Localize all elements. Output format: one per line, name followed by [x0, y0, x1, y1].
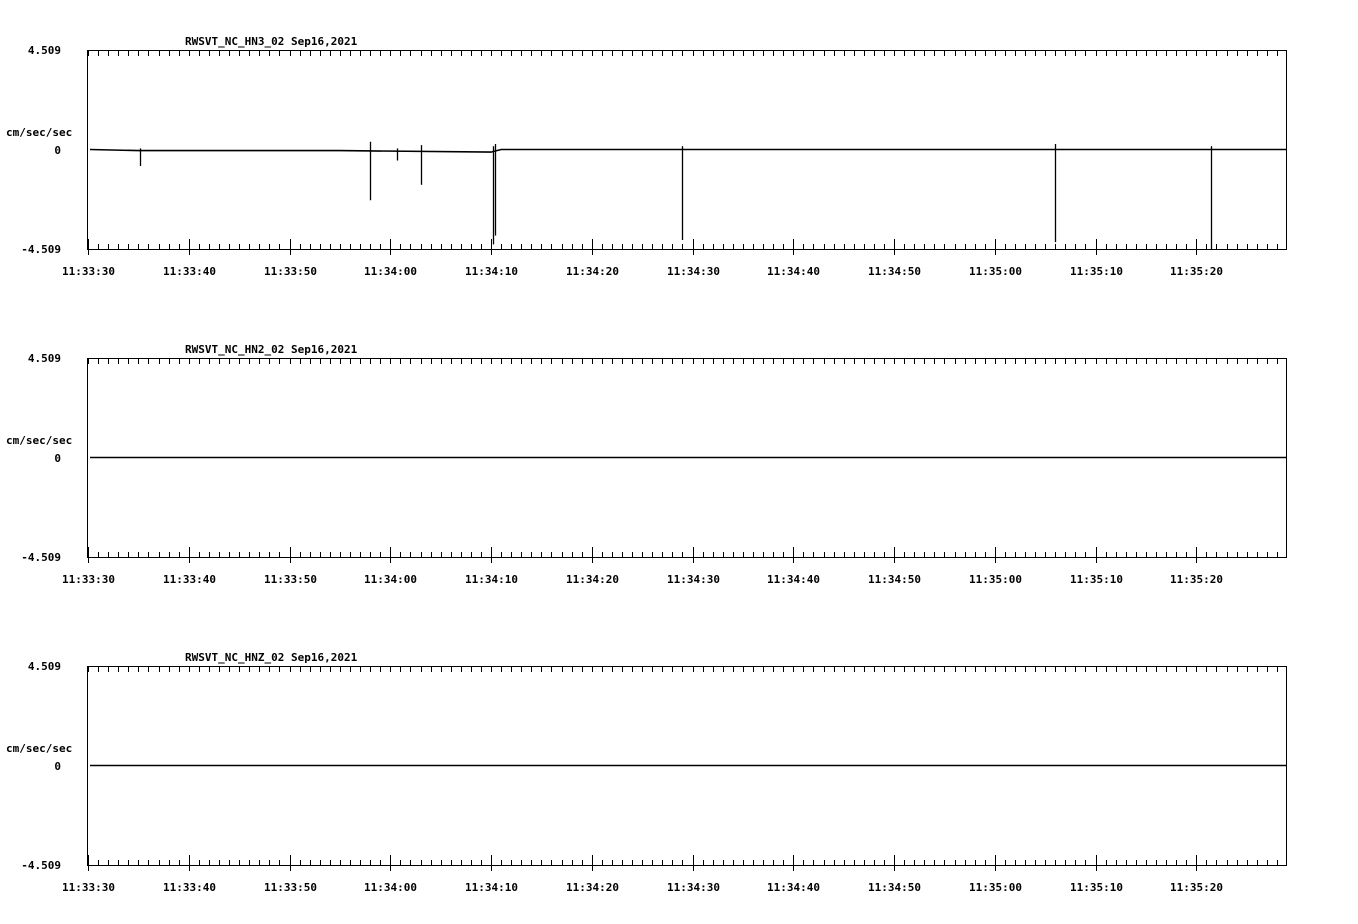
- x-tick-label: 11:34:30: [667, 573, 720, 586]
- x-tick-label: 11:34:10: [465, 881, 518, 894]
- x-tick-label: 11:33:30: [62, 881, 115, 894]
- x-tick-label: 11:34:00: [364, 573, 417, 586]
- y-tick-label: 4.509: [27, 660, 61, 673]
- x-tick-label: 11:34:30: [667, 265, 720, 278]
- x-tick-label: 11:35:20: [1170, 265, 1223, 278]
- x-tick-label: 11:33:30: [62, 573, 115, 586]
- x-tick-label: 11:33:40: [163, 573, 216, 586]
- x-tick-label: 11:33:50: [264, 265, 317, 278]
- x-tick-label: 11:33:50: [264, 573, 317, 586]
- x-tick-label: 11:35:00: [969, 573, 1022, 586]
- y-tick-label: 4.509: [27, 352, 61, 365]
- x-tick-label: 11:35:00: [969, 881, 1022, 894]
- x-tick-label: 11:34:20: [566, 265, 619, 278]
- x-tick-label: 11:34:00: [364, 265, 417, 278]
- x-tick-label: 11:34:20: [566, 881, 619, 894]
- y-axis-label: cm/sec/sec: [6, 742, 73, 755]
- seismogram-panel-3: [6, 651, 1287, 894]
- y-tick-label: -4.509: [21, 243, 61, 256]
- panel-title: RWSVT_NC_HN3_02 Sep16,2021: [185, 35, 358, 48]
- x-tick-label: 11:34:30: [667, 881, 720, 894]
- seismogram-panel-2: [6, 343, 1287, 586]
- x-tick-label: 11:34:20: [566, 573, 619, 586]
- x-tick-label: 11:35:20: [1170, 573, 1223, 586]
- x-tick-label: 11:34:40: [767, 573, 820, 586]
- x-tick-label: 11:33:50: [264, 881, 317, 894]
- y-tick-label: 0: [54, 144, 61, 157]
- x-tick-label: 11:34:40: [767, 881, 820, 894]
- trace-baseline: [90, 150, 1286, 153]
- x-tick-label: 11:34:50: [868, 881, 921, 894]
- y-tick-label: 0: [54, 452, 61, 465]
- x-tick-label: 11:33:30: [62, 265, 115, 278]
- x-tick-label: 11:35:10: [1070, 265, 1123, 278]
- x-tick-label: 11:34:50: [868, 265, 921, 278]
- y-axis-label: cm/sec/sec: [6, 126, 73, 139]
- x-tick-label: 11:35:10: [1070, 573, 1123, 586]
- seismogram-panel-1: [6, 35, 1287, 278]
- x-tick-label: 11:33:40: [163, 265, 216, 278]
- panel-title: RWSVT_NC_HNZ_02 Sep16,2021: [185, 651, 358, 664]
- x-tick-label: 11:34:50: [868, 573, 921, 586]
- y-tick-label: -4.509: [21, 859, 61, 872]
- x-tick-label: 11:34:10: [465, 265, 518, 278]
- y-tick-label: -4.509: [21, 551, 61, 564]
- y-tick-label: 4.509: [27, 44, 61, 57]
- y-tick-label: 0: [54, 760, 61, 773]
- x-tick-label: 11:34:00: [364, 881, 417, 894]
- x-tick-label: 11:34:40: [767, 265, 820, 278]
- x-tick-label: 11:33:40: [163, 881, 216, 894]
- y-axis-label: cm/sec/sec: [6, 434, 73, 447]
- x-tick-label: 11:34:10: [465, 573, 518, 586]
- x-tick-label: 11:35:10: [1070, 881, 1123, 894]
- x-tick-label: 11:35:20: [1170, 881, 1223, 894]
- x-tick-label: 11:35:00: [969, 265, 1022, 278]
- panel-title: RWSVT_NC_HN2_02 Sep16,2021: [185, 343, 358, 356]
